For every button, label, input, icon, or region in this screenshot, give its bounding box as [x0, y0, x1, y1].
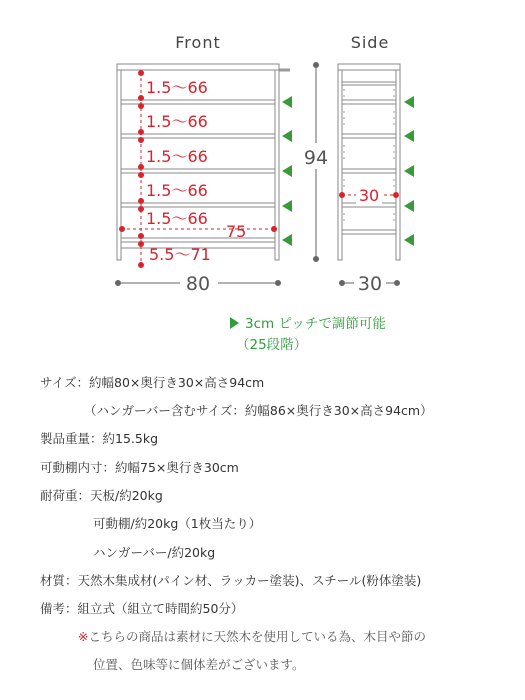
- side-shelf: [338, 64, 400, 260]
- height-label: 94: [303, 147, 329, 169]
- note-line-1: こちらの商品は素材に天然木を使用している為、木目や節の: [88, 629, 426, 644]
- adjust-arrow-icon: [282, 200, 292, 212]
- depth-label: 30: [357, 273, 383, 295]
- adjust-arrow-icon: [404, 130, 414, 142]
- front-adjust-arrows: [282, 96, 292, 246]
- side-adjust-arrows: [404, 96, 414, 246]
- adjust-arrow-icon: [404, 96, 414, 108]
- spec-weight: 製品重量：約15.5kg: [40, 431, 159, 446]
- side-inner-depth-label: 30: [358, 186, 380, 205]
- adjust-arrow-icon: [282, 96, 292, 108]
- note-asterisk: ※: [78, 629, 89, 644]
- spec-load-shelf: 可動棚/約20kg（1枚当たり）: [93, 516, 262, 531]
- gap-label-1: 1.5～66: [146, 78, 208, 97]
- inner-width-label: 75: [226, 222, 247, 241]
- adjust-arrow-icon: [404, 165, 414, 177]
- adjust-arrow-icon: [282, 234, 292, 246]
- gap-label-5: 1.5～66: [146, 209, 208, 228]
- spec-size: サイズ：約幅80×奥行き30×高さ94cm: [40, 375, 265, 390]
- pitch-subnote: （25段階）: [236, 337, 308, 353]
- pitch-text: 3cm ピッチで調節可能: [245, 316, 386, 332]
- spec-inner-size: 可動棚内寸：約幅75×奥行き30cm: [40, 460, 239, 475]
- triangle-right-icon: [230, 317, 239, 329]
- gap-label-2: 1.5～66: [146, 112, 208, 131]
- spec-material: 材質：天然木集成材(パイン材、ラッカー塗装)、スチール(粉体塗装): [40, 573, 422, 588]
- spec-load-top: 耐荷重：天板/約20kg: [40, 488, 163, 503]
- adjust-arrow-icon: [404, 234, 414, 246]
- side-label: Side: [350, 33, 390, 52]
- gap-label-4: 1.5～66: [146, 181, 208, 200]
- gap-label-6: 5.5～71: [149, 245, 211, 264]
- spec-size-with-hanger: （ハンガーバー含むサイズ：約幅86×奥行き30×高さ94cm）: [84, 403, 433, 418]
- natural-wood-note-2: 位置、色味等に個体差がございます。: [93, 657, 305, 672]
- adjust-arrow-icon: [282, 165, 292, 177]
- adjust-arrow-icon: [404, 200, 414, 212]
- gap-label-3: 1.5～66: [146, 147, 208, 166]
- pitch-note: [230, 312, 386, 332]
- spec-remarks: 備考：組立式（組立て時間約50分）: [40, 601, 244, 616]
- adjust-arrow-icon: [282, 130, 292, 142]
- front-label: Front: [175, 33, 221, 52]
- width-label: 80: [185, 273, 211, 295]
- natural-wood-note: [78, 630, 426, 644]
- spec-load-hanger: ハンガーバー/約20kg: [93, 545, 216, 560]
